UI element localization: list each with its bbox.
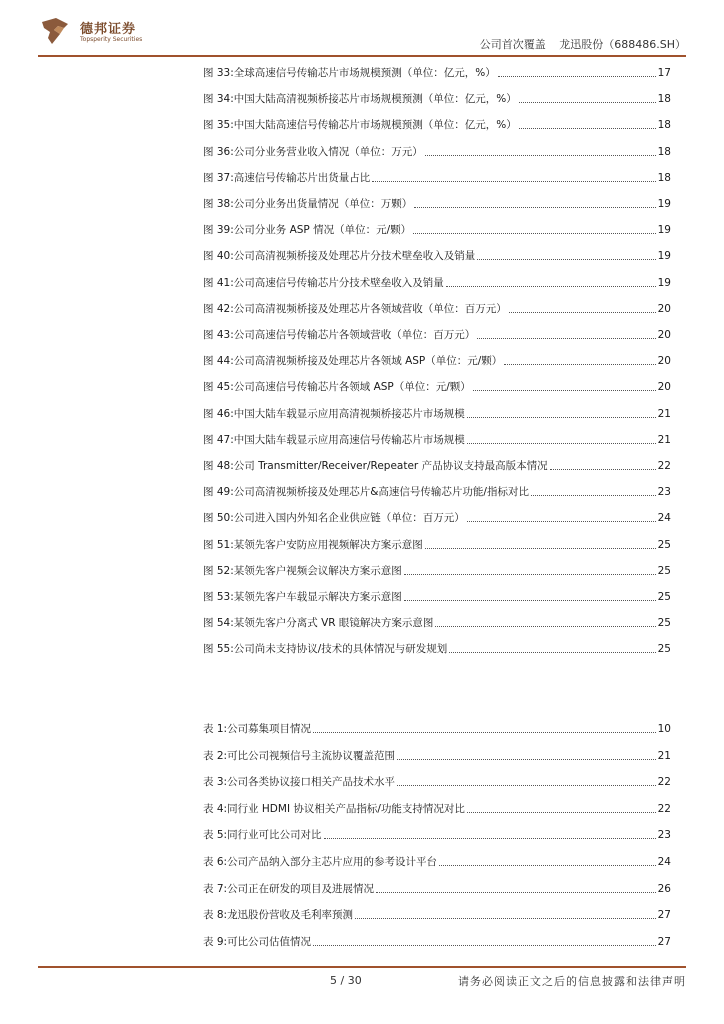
entry-page-number: 27 [657, 935, 671, 948]
logo-emblem-icon [38, 14, 72, 48]
entry-label: 表 9: [203, 935, 228, 948]
entry-page-number: 22 [657, 802, 671, 815]
entry-title: 公司分业务 ASP 情况（单位：元/颗） [233, 224, 412, 237]
entry-label: 图 39: [203, 224, 234, 237]
entry-page-number: 21 [657, 749, 671, 762]
dot-leader [504, 364, 655, 365]
dot-leader [397, 785, 656, 786]
entry-page-number: 23 [657, 829, 671, 842]
entry-title: 可比公司估值情况 [227, 935, 312, 948]
entry-label: 表 4: [203, 802, 228, 815]
dot-leader [446, 286, 656, 287]
entry-label: 图 41: [203, 276, 234, 289]
figure-entry[interactable] [203, 116, 671, 132]
entry-title: 公司高速信号传输芯片分技术壁垒收入及销量 [233, 276, 444, 289]
dot-leader [467, 521, 656, 522]
entry-title: 中国大陆高清视频桥接芯片市场规模预测（单位：亿元，%） [233, 93, 517, 106]
entry-label: 图 55: [203, 643, 234, 656]
entry-label: 表 1: [203, 723, 228, 735]
dot-leader [477, 259, 655, 260]
entry-page-number: 19 [657, 224, 671, 237]
entry-title: 公司高清视频桥接及处理芯片各领域 ASP（单位：元/颗） [233, 355, 503, 368]
dot-leader [372, 181, 655, 182]
legal-disclaimer: 请务必阅读正文之后的信息披露和法律声明 [458, 975, 686, 988]
figure-entry[interactable] [203, 326, 671, 342]
dot-leader [473, 390, 656, 391]
dot-leader [413, 233, 655, 234]
entry-page-number: 25 [657, 591, 671, 603]
company-logo [38, 14, 168, 48]
entry-label: 图 34: [203, 93, 234, 106]
entry-title: 公司高清视频桥接及处理芯片各领域营收（单位：百万元） [233, 302, 507, 315]
entry-title: 某领先客户视频会议解决方案示意图 [233, 564, 402, 577]
entry-title: 同行业 HDMI 协议相关产品指标/功能支持情况对比 [227, 802, 465, 815]
figure-entry[interactable] [203, 640, 671, 656]
dot-leader [313, 945, 656, 946]
entry-title: 中国大陆高速信号传输芯片市场规模预测（单位：亿元，%） [233, 119, 517, 132]
entry-label: 图 53: [203, 591, 234, 603]
entry-label: 图 47: [203, 433, 234, 446]
entry-label: 图 36: [203, 145, 234, 158]
dot-leader [550, 469, 656, 470]
entry-label: 图 33: [203, 67, 234, 79]
page-number: 5 / 30 [330, 974, 362, 987]
dot-leader [355, 918, 656, 919]
entry-title: 公司正在研发的项目及进展情况 [227, 882, 375, 895]
dot-leader [313, 732, 656, 733]
entry-title: 公司高清视频桥接及处理芯片&高速信号传输芯片功能/指标对比 [233, 486, 529, 499]
logo-text-en: Topsperity Securities [80, 36, 143, 43]
entry-page-number: 22 [657, 460, 671, 472]
dot-leader [467, 417, 656, 418]
entry-page-number: 20 [657, 329, 671, 341]
entry-title: 公司产品纳入部分主芯片应用的参考设计平台 [227, 856, 438, 868]
entry-page-number: 27 [657, 909, 671, 922]
entry-title: 公司分业务营业收入情况（单位：万元） [233, 145, 423, 158]
entry-page-number: 18 [657, 171, 671, 184]
dot-leader [477, 338, 655, 339]
dot-leader [439, 865, 656, 866]
entry-page-number: 25 [657, 617, 671, 630]
dot-leader [425, 548, 656, 549]
entry-label: 表 7: [203, 882, 228, 895]
page-header [0, 0, 724, 60]
entry-page-number: 20 [657, 302, 671, 315]
dot-leader [376, 892, 656, 893]
figure-entry[interactable] [203, 378, 671, 394]
figure-entry[interactable] [203, 536, 671, 552]
figure-entry[interactable] [203, 221, 671, 237]
entry-label: 图 49: [203, 486, 234, 499]
figure-entry[interactable] [203, 247, 671, 263]
entry-page-number: 18 [657, 145, 671, 158]
entry-page-number: 10 [657, 723, 671, 735]
entry-label: 表 6: [203, 856, 228, 868]
dot-leader [435, 626, 655, 627]
figure-entry[interactable] [203, 300, 671, 316]
entry-label: 图 54: [203, 617, 234, 630]
figure-entry[interactable] [203, 405, 671, 421]
header-divider [38, 55, 686, 57]
table-entry[interactable] [203, 853, 671, 869]
figure-entry[interactable] [203, 562, 671, 578]
dot-leader [449, 652, 655, 653]
entry-title: 中国大陆车载显示应用高清视频桥接芯片市场规模 [233, 407, 465, 420]
entry-title: 同行业可比公司对比 [227, 829, 322, 842]
entry-title: 公司分业务出货量情况（单位：万颗） [233, 198, 413, 210]
entry-title: 公司高速信号传输芯片各领域营收（单位：百万元） [233, 329, 476, 341]
footer-divider [38, 966, 686, 968]
table-entry[interactable] [203, 747, 671, 763]
entry-page-number: 19 [657, 276, 671, 289]
table-entry[interactable] [203, 720, 671, 736]
dot-leader [531, 495, 656, 496]
entry-label: 图 42: [203, 302, 234, 315]
entry-page-number: 18 [657, 119, 671, 132]
table-entry[interactable] [203, 880, 671, 896]
dot-leader [397, 759, 656, 760]
entry-page-number: 22 [657, 776, 671, 789]
entry-page-number: 21 [657, 407, 671, 420]
entry-page-number: 25 [657, 564, 671, 577]
entry-label: 图 51: [203, 538, 234, 551]
dot-leader [519, 102, 656, 103]
entry-label: 图 50: [203, 512, 234, 525]
entry-page-number: 23 [657, 486, 671, 499]
entry-page-number: 25 [657, 538, 671, 551]
entry-page-number: 21 [657, 433, 671, 446]
entry-label: 图 43: [203, 329, 234, 341]
entry-title: 某领先客户安防应用视频解决方案示意图 [233, 538, 423, 551]
dot-leader [404, 574, 656, 575]
entry-page-number: 20 [657, 381, 671, 394]
figure-entry[interactable] [203, 483, 671, 499]
dot-leader [519, 128, 656, 129]
dot-leader [425, 155, 656, 156]
entry-title: 某领先客户分离式 VR 眼镜解决方案示意图 [233, 617, 434, 630]
dot-leader [404, 600, 656, 601]
dot-leader [509, 312, 656, 313]
dot-leader [467, 812, 656, 813]
entry-title: 高速信号传输芯片出货量占比 [233, 171, 371, 184]
entry-page-number: 24 [657, 512, 671, 525]
entry-label: 图 46: [203, 407, 234, 420]
entry-title: 公司进入国内外知名企业供应链（单位：百万元） [233, 512, 465, 525]
table-entry[interactable] [203, 800, 671, 816]
entry-title: 某领先客户车载显示解决方案示意图 [233, 591, 402, 603]
entry-title: 可比公司视频信号主流协议覆盖范围 [227, 749, 396, 762]
entry-title: 公司高清视频桥接及处理芯片分技术壁垒收入及销量 [233, 250, 476, 263]
header-info [470, 36, 686, 52]
entry-page-number: 20 [657, 355, 671, 368]
entry-title: 中国大陆车载显示应用高速信号传输芯片市场规模 [233, 433, 465, 446]
table-entry[interactable] [203, 906, 671, 922]
dot-leader [498, 76, 656, 77]
entry-label: 图 35: [203, 119, 234, 132]
figure-entry[interactable] [203, 588, 671, 604]
entry-label: 图 52: [203, 564, 234, 577]
entry-page-number: 17 [657, 67, 671, 79]
entry-title: 公司尚未支持协议/技术的具体情况与研发规划 [233, 643, 448, 656]
entry-label: 表 3: [203, 776, 228, 789]
entry-page-number: 24 [657, 856, 671, 868]
figure-entry[interactable] [203, 431, 671, 447]
entry-label: 图 45: [203, 381, 234, 394]
entry-label: 图 44: [203, 355, 234, 368]
company-name: 龙迅股份（688486.SH） [559, 38, 686, 51]
dot-leader [414, 207, 655, 208]
entry-label: 表 2: [203, 749, 228, 762]
entry-title: 公司各类协议接口相关产品技术水平 [227, 776, 396, 789]
entry-label: 图 38: [203, 198, 234, 210]
figure-entry[interactable] [203, 614, 671, 630]
entry-title: 公司 Transmitter/Receiver/Repeater 产品协议支持最高版本情况 [233, 460, 548, 472]
table-entry[interactable] [203, 826, 671, 842]
report-type: 公司首次覆盖 [479, 38, 546, 51]
entry-label: 图 37: [203, 171, 234, 184]
entry-page-number: 25 [657, 643, 671, 656]
entry-title: 龙迅股份营收及毛利率预测 [227, 909, 354, 922]
entry-label: 图 40: [203, 250, 234, 263]
entry-page-number: 26 [657, 882, 671, 895]
figure-entry[interactable] [203, 64, 671, 80]
figure-entry[interactable] [203, 169, 671, 185]
entry-title: 全球高速信号传输芯片市场规模预测（单位：亿元，%） [233, 67, 496, 79]
table-entry[interactable] [203, 933, 671, 949]
entry-page-number: 19 [657, 250, 671, 263]
entry-label: 表 5: [203, 829, 228, 842]
entry-page-number: 18 [657, 93, 671, 106]
entry-label: 表 8: [203, 909, 228, 922]
logo-text-cn: 德邦证券 [80, 22, 137, 37]
figure-entry[interactable] [203, 352, 671, 368]
entry-label: 图 48: [203, 460, 234, 472]
table-entry[interactable] [203, 773, 671, 789]
entry-title: 公司募集项目情况 [227, 723, 312, 735]
dot-leader [324, 838, 656, 839]
figure-entry[interactable] [203, 509, 671, 525]
dot-leader [467, 443, 656, 444]
entry-title: 公司高速信号传输芯片各领域 ASP（单位：元/颗） [233, 381, 471, 394]
figure-entry[interactable] [203, 457, 671, 473]
figure-entry[interactable] [203, 90, 671, 106]
figure-entry[interactable] [203, 143, 671, 159]
figure-entry[interactable] [203, 195, 671, 211]
figure-entry[interactable] [203, 274, 671, 290]
entry-page-number: 19 [657, 198, 671, 210]
